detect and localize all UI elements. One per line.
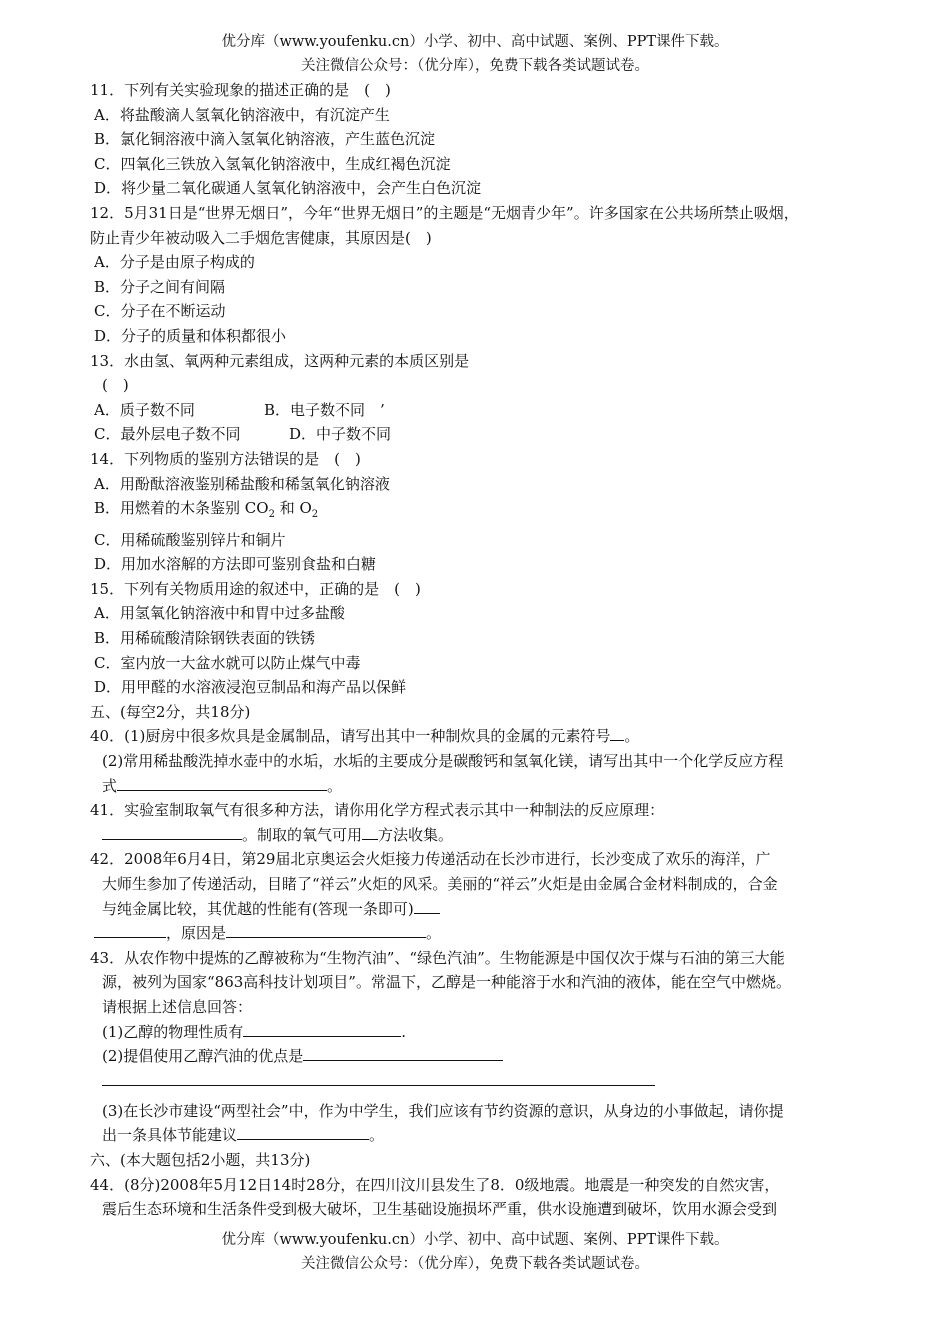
option-c: C．四氧化三铁放入氢氧化钠溶液中，生成红褐色沉淀: [94, 154, 451, 173]
q40-text: 式: [102, 776, 118, 795]
q43-text: .: [401, 1022, 407, 1041]
question-11: [90, 78, 880, 201]
header-line-1: 优分库（www.youfenku.cn）小学、初中、高中试题、案例、PPT课件下载。: [221, 34, 729, 50]
option-b: B．电子数不同 ’: [264, 400, 385, 419]
answer-blank[interactable]: [226, 921, 426, 938]
answer-blank[interactable]: [102, 823, 242, 840]
answer-blank[interactable]: [362, 823, 378, 840]
answer-blank[interactable]: [117, 774, 327, 791]
question-stem: 15．下列有关物质用途的叙述中，正确的是 ( ): [90, 579, 421, 598]
option-a: A．用酚酞溶液鉴别稀盐酸和稀氢氧化钠溶液: [94, 474, 390, 493]
option-b: B．分子之间有间隔: [94, 277, 226, 296]
q43-part3-cont: [90, 1123, 880, 1148]
q42-line1: 42．2008年6月4日，第29届北京奥运会火炬接力传递活动在长沙市进行，长沙变成了欢乐的海洋，广: [90, 850, 771, 869]
answer-paren: ( ): [102, 376, 129, 395]
q42-text: 与纯金属比较，其优越的性能有(答现一条即可): [102, 899, 414, 918]
question-13: [90, 349, 880, 447]
q43-text: 。: [369, 1126, 385, 1145]
question-15: [90, 577, 880, 700]
option-c: C．分子在不断运动: [94, 302, 226, 321]
question-body: [90, 78, 880, 1222]
question-42: [90, 847, 880, 945]
q43-part1: [90, 1020, 880, 1045]
subscript: 2: [311, 509, 319, 521]
q40-text: 。: [327, 776, 343, 795]
q40-part2-cont: [90, 774, 880, 799]
q40-text: 40．(1)厨房中很多炊具是金属制品，请写出其中一种制炊具的金属的元素符号: [90, 727, 611, 746]
option-row: [90, 398, 880, 423]
q41-line1: 41．实验室制取氧气有很多种方法，请你用化学方程式表示其中一种制法的反应原理：: [90, 801, 665, 820]
q43-line3: 请根据上述信息回答：: [102, 997, 253, 1016]
answer-blank[interactable]: [414, 897, 440, 914]
question-44: [90, 1173, 880, 1222]
q43-text: (2)提倡使用乙醇汽油的优点是: [102, 1047, 304, 1066]
option-d: D．分子的质量和体积都很小: [94, 326, 287, 345]
question-stem: 11．下列有关实验现象的描述正确的是 ( ): [90, 81, 391, 99]
q42-line3: [90, 897, 880, 922]
option-a: A．质子数不同: [94, 400, 195, 419]
footer-line-2: 关注微信公众号：（优分库），免费下载各类试题试卷。: [301, 1256, 649, 1272]
section-heading-6: 六、(本大题包括2小题，共13分): [90, 1150, 311, 1169]
footer-line-1: 优分库（www.youfenku.cn）小学、初中、高中试题、案例、PPT课件下载。: [221, 1232, 729, 1248]
question-stem-cont: 防止青少年被动吸入二手烟危害健康，其原因是( ): [90, 228, 432, 247]
q40-part2: (2)常用稀盐酸洗掉水壶中的水垢，水垢的主要成分是碳酸钙和氢氧化镁，请写出其中一个化学反应方程: [102, 752, 784, 771]
question-14: [90, 447, 880, 577]
q43-text: 出一条具体节能建议: [102, 1126, 238, 1145]
option-b: B．用稀硫酸清除钢铁表面的铁锈: [94, 629, 316, 648]
q43-part2: [90, 1044, 880, 1069]
question-stem: 12．5月31日是“世界无烟日”，今年“世界无烟日”的主题是“无烟青少年”。许多国家在公共场所禁止吸烟，: [90, 203, 799, 222]
answer-blank[interactable]: [243, 1020, 401, 1037]
question-stem: 14．下列物质的鉴别方法错误的是 ( ): [90, 449, 361, 468]
answer-blank[interactable]: [237, 1123, 369, 1140]
option-a: A．将盐酸滴人氢氧化钠溶液中，有沉淀产生: [94, 105, 390, 124]
question-41: [90, 798, 880, 847]
option-d: D．用加水溶解的方法即可鉴别食盐和白糖: [94, 555, 377, 574]
page-footer: [0, 1228, 950, 1276]
section-heading-5: 五、(每空2分，共18分): [90, 702, 251, 721]
q40-text: 。: [624, 727, 640, 746]
option-c: C．用稀硫酸鉴别锌片和铜片: [94, 530, 286, 549]
option-b-text: B．用燃着的木条鉴别 CO: [94, 499, 269, 518]
question-40: [90, 724, 880, 798]
question-stem: 13．水由氢、氧两种元素组成，这两种元素的本质区别是: [90, 351, 470, 370]
q43-line2: 源，被列为国家“863高科技计划项目”。常温下，乙醇是一种能溶于水和汽油的液体，能在空气中燃烧。: [102, 973, 791, 992]
q42-text: ，原因是: [166, 924, 227, 943]
option-d: D．用甲醛的水溶液浸泡豆制品和海产品以保鲜: [94, 678, 407, 697]
page-header: [0, 30, 950, 78]
option-c: C．室内放一大盆水就可以防止煤气中毒: [94, 653, 361, 672]
q41-text: 。制取的氧气可用: [242, 825, 363, 844]
option-a: A．分子是由原子构成的: [94, 253, 255, 272]
q43-line1: 43．从农作物中提炼的乙醇被称为“生物汽油”、“绿色汽油”。生物能源是中国仅次于煤与石油的第三大能: [90, 948, 785, 967]
option-c: C．最外层电子数不同: [94, 425, 241, 444]
q43-part2-cont: [90, 1069, 880, 1099]
question-43: [90, 946, 880, 1148]
answer-blank[interactable]: [610, 724, 624, 741]
q42-line2: 大师生参加了传递活动，目睹了“祥云”火炬的风采。美丽的“祥云”火炬是由金属合金材料制成的，合金: [102, 875, 778, 893]
q41-text: 方法收集。: [378, 825, 454, 844]
option-b-text: 和 O: [274, 499, 312, 518]
header-line-2: 关注微信公众号：（优分库），免费下载各类试题试卷。: [301, 58, 649, 74]
option-b: B．氯化铜溶液中滴入氢氧化钠溶液，产生蓝色沉淀: [94, 130, 436, 149]
subscript: 2: [268, 509, 275, 521]
q44-line2: 震后生态环境和生活条件受到极大破坏，卫生基础设施损坏严重，供水设施遭到破坏，饮用水源会受到: [102, 1200, 778, 1219]
q40-part1: [90, 724, 880, 749]
option-d: D．将少量二氧化碳通人氢氧化钠溶液中，会产生白色沉淀: [94, 179, 482, 198]
answer-blank[interactable]: [102, 1069, 655, 1086]
option-row: [90, 422, 880, 447]
q42-text: 。: [426, 924, 442, 943]
answer-blank[interactable]: [303, 1044, 503, 1061]
option-d: D．中子数不同: [289, 425, 392, 444]
q43-part3: (3)在长沙市建设“两型社会”中，作为中学生，我们应该有节约资源的意识，从身边的小事做起，请你提: [102, 1101, 784, 1120]
option-a: A．用氢氧化钠溶液中和胃中过多盐酸: [94, 604, 345, 623]
question-12: [90, 201, 880, 349]
q42-line4: [90, 921, 880, 946]
q44-line1: 44．(8分)2008年5月12日14时28分，在四川汶川县发生了8．0级地震。地震是一种突发的自然灾害，: [90, 1175, 780, 1194]
q41-line2: [90, 823, 880, 848]
q43-text: (1)乙醇的物理性质有: [102, 1022, 244, 1041]
answer-blank[interactable]: [94, 921, 166, 938]
option-b: [90, 496, 880, 528]
